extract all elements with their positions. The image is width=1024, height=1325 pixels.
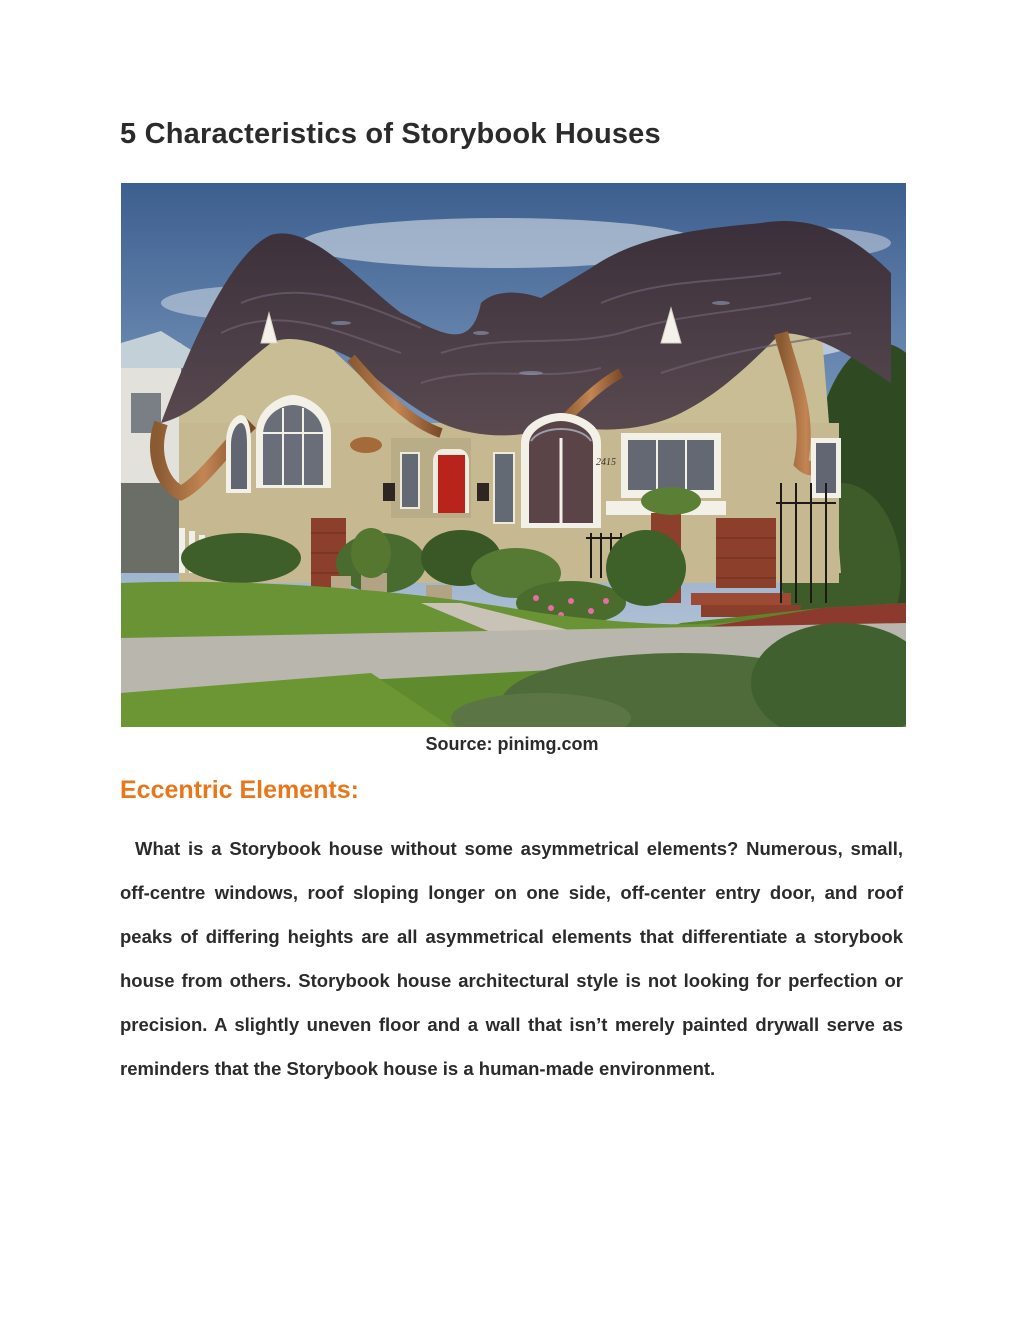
red-door [438, 455, 465, 513]
svg-text:2415: 2415 [596, 457, 616, 468]
page-title: 5 Characteristics of Storybook Houses [120, 118, 661, 150]
image-caption: Source: pinimg.com [425, 734, 599, 754]
body-paragraph: What is a Storybook house without some asymmetrical elements? Numerous, small, off-centre windows, roof sloping longer on one side, off-center entry door, and roof peaks of differing heights are all asymmetrical elements that differentiate a storybook house from others. Storybook house architectural style is not looking for perfection or precision. A slightly uneven floor and a wall that isn’t merely painted drywall serve as reminders that the Storybook house is a human-made environment. [120, 838, 903, 1079]
storybook-house-photo [121, 183, 906, 727]
section-heading: Eccentric Elements: [120, 776, 359, 804]
